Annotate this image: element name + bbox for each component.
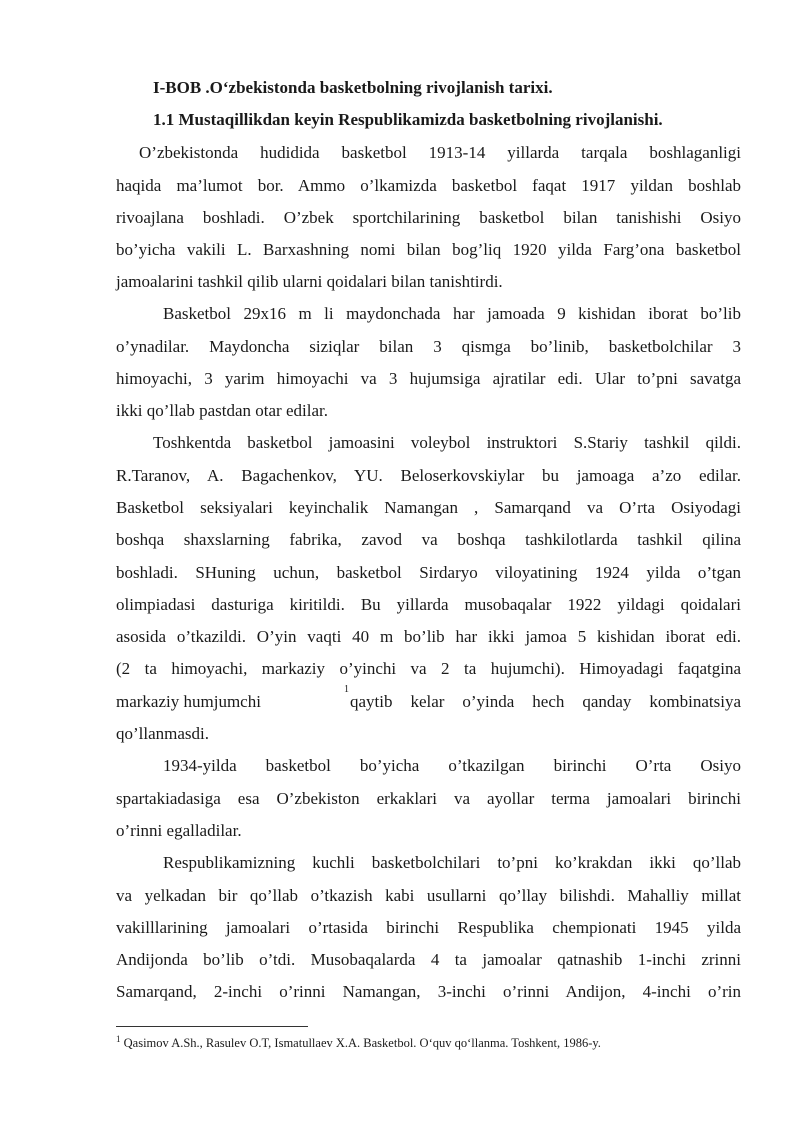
text-line: vakilllarining jamoalari o’rtasida birinchi Respublika chempionati 1945 yilda — [116, 918, 741, 937]
footnote-separator — [116, 1026, 308, 1027]
text-line: himoyachi, 3 yarim himoyachi va 3 hujumsiga ajratilar edi. Ular to’pni savatga — [116, 369, 741, 388]
text-fragment: markaziy humjumchi — [116, 692, 261, 711]
section-heading: 1.1 Mustaqillikdan keyin Respublikamizda basketbolning rivojlanishi. — [153, 110, 663, 129]
text-line: va yelkadan bir qo’llab o’tkazish kabi usullarni qo’llay bilishdi. Mahalliy millat — [116, 886, 741, 905]
text-line: ikki qo’llab pastdan otar edilar. — [116, 401, 328, 420]
text-line: spartakiadasiga esa O’zbekiston erkaklari va ayollar terma jamoalari birinchi — [116, 789, 741, 808]
text-line: (2 ta himoyachi, markaziy o’yinchi va 2 ta hujumchi). Himoyadagi faqatgina — [116, 659, 741, 678]
footnote-number: 1 — [116, 1033, 121, 1044]
footnote — [116, 1035, 601, 1051]
text-line: boshladi. SHuning uchun, basketbol Sirdaryo viloyatining 1924 yilda o’tgan — [116, 563, 741, 582]
text-line: qo’llanmasdi. — [116, 724, 210, 743]
text-line — [116, 691, 336, 713]
text-line: Respublikamizning kuchli basketbolchilari to’pni ko’krakdan ikki qo’llab — [163, 853, 741, 872]
text-line: jamoalarini tashkil qilib ularni qoidalari bilan tanishtirdi. — [116, 272, 503, 291]
text-line: bo’yicha vakili L. Barxashning nomi bilan bog’liq 1920 yilda Farg’ona basketbol — [116, 240, 741, 259]
text-line: Samarqand, 2-inchi o’rinni Namangan, 3-inchi o’rinni Andijon, 4-inchi o’rin — [116, 982, 741, 1001]
text-line: o’ynadilar. Maydoncha siziqlar bilan 3 qismga bo’linib, basketbolchilar 3 — [116, 337, 741, 356]
text-line: Basketbol seksiyalari keyinchalik Namangan , Samarqand va O’rta Osiyodagi — [116, 498, 741, 517]
text-line: Andijonda bo’lib o’tdi. Musobaqalarda 4 ta jamoalar qatnashib 1-inchi zrinni — [116, 950, 741, 969]
text-line: boshqa shaxslarning fabrika, zavod va boshqa tashkilotlarda tashkil qilina — [116, 530, 741, 549]
text-line: haqida ma’lumot bor. Ammo o’lkamizda basketbol faqat 1917 yildan boshlab — [116, 176, 741, 195]
text-line: qaytib kelar o’yinda hech qanday kombinatsiya — [350, 692, 741, 711]
text-line: Basketbol 29x16 m li maydonchada har jamoada 9 kishidan iborat bo’lib — [163, 304, 741, 323]
chapter-heading: I-BOB .O‘zbekistonda basketbolning rivojlanish tarixi. — [153, 78, 553, 97]
text-line: asosida o’tkazildi. O’yin vaqti 40 m bo’lib har ikki jamoa 5 kishidan iborat edi. — [116, 627, 741, 646]
text-line: R.Taranov, A. Bagachenkov, YU. Beloserkovskiylar bu jamoaga a’zo edilar. — [116, 466, 741, 485]
text-line: olimpiadasi dasturiga kiritildi. Bu yillarda musobaqalar 1922 yildagi qoidalari — [116, 595, 741, 614]
text-line: rivoajlana boshladi. O’zbek sportchilarining basketbol bilan tanishishi Osiyo — [116, 208, 741, 227]
text-line: o’rinni egalladilar. — [116, 821, 242, 840]
footnote-reference[interactable]: 1 — [344, 684, 349, 695]
footnote-text: Qasimov A.Sh., Rasulev O.T, Ismatullaev X.A. Basketbol. O‘quv qo‘llanma. Toshkent, 1986-y. — [123, 1036, 601, 1050]
text-line: 1934-yilda basketbol bo’yicha o’tkazilgan birinchi O’rta Osiyo — [163, 756, 741, 775]
text-line: Toshkentda basketbol jamoasini voleybol instruktori S.Stariy tashkil qildi. — [153, 433, 741, 452]
text-line: O’zbekistonda hudidida basketbol 1913-14 yillarda tarqala boshlaganligi — [139, 143, 741, 162]
